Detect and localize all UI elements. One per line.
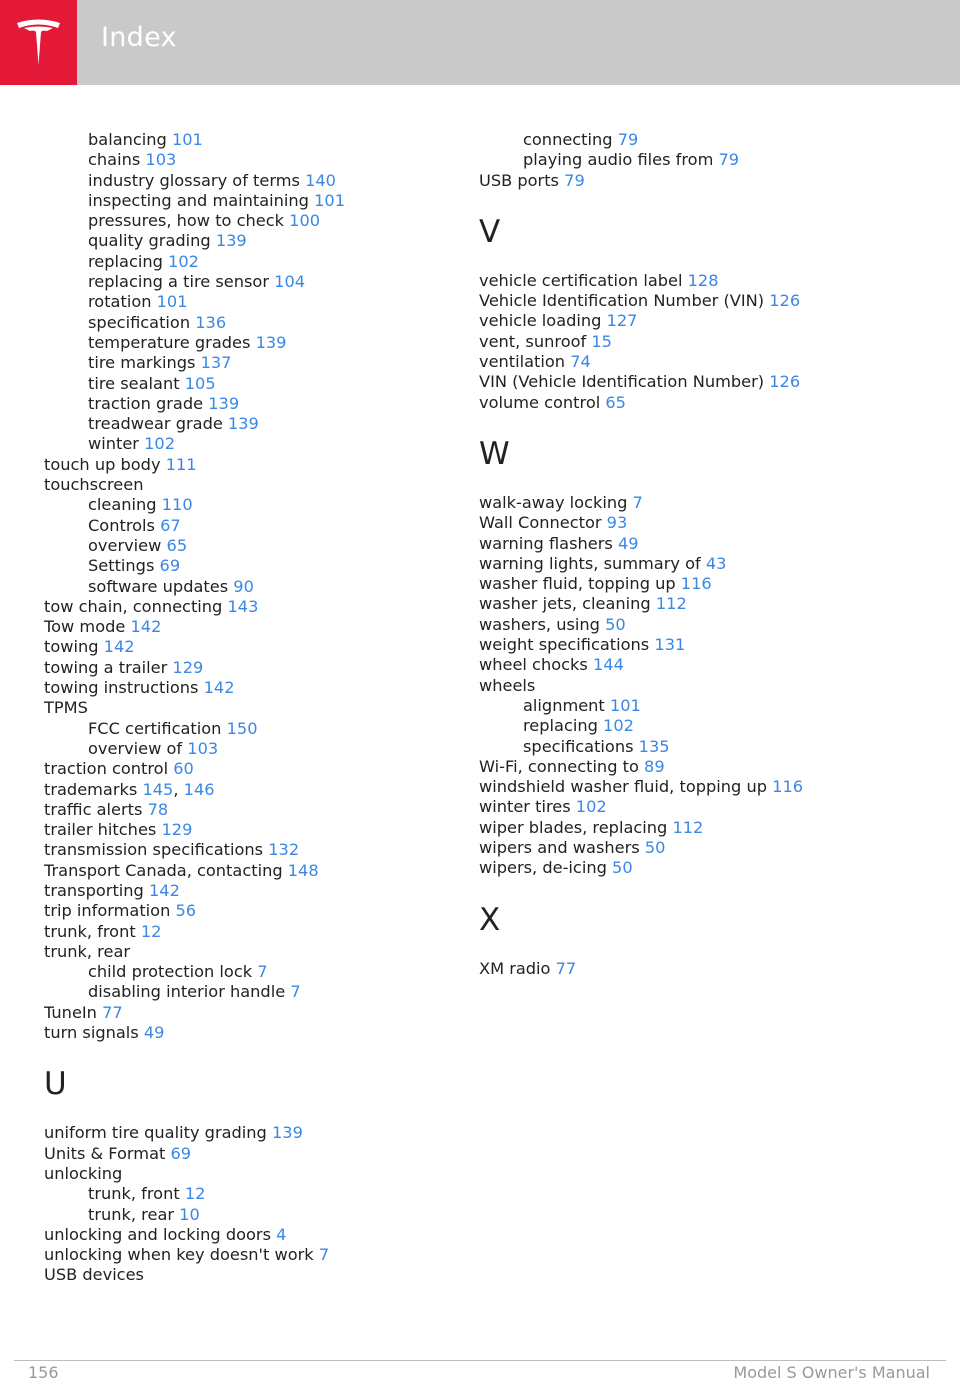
- index-subentry: [479, 696, 899, 716]
- page-link[interactable]: 129: [172, 657, 204, 677]
- index-term: weight specifications: [479, 635, 655, 655]
- page-link[interactable]: 50: [605, 614, 626, 634]
- index-term: treadwear grade: [88, 414, 228, 434]
- index-subentry: [44, 252, 464, 272]
- page-link[interactable]: 131: [654, 635, 686, 655]
- index-term: temperature grades: [88, 332, 256, 352]
- index-entry: [479, 271, 899, 291]
- index-term: uniform tire quality grading: [44, 1123, 272, 1143]
- index-entry: [479, 291, 899, 311]
- page-link[interactable]: 101: [609, 695, 641, 715]
- index-term: Units & Format: [44, 1143, 171, 1163]
- index-term: washer jets, cleaning: [479, 594, 656, 614]
- index-term: trunk, rear: [88, 1204, 180, 1224]
- index-term: alignment: [523, 695, 610, 715]
- index-term: towing instructions: [44, 678, 204, 698]
- index-term: warning lights, summary of: [479, 553, 706, 573]
- index-term: trademarks: [44, 779, 143, 799]
- index-term: vehicle certification label: [479, 270, 688, 290]
- index-term: Settings: [88, 556, 160, 576]
- index-entry: [44, 881, 464, 901]
- index-subentry: [44, 150, 464, 170]
- page-link[interactable]: 69: [170, 1143, 192, 1163]
- page-link[interactable]: 102: [575, 797, 607, 817]
- tesla-logo-icon: [14, 17, 63, 67]
- index-section-letter: V: [479, 213, 501, 250]
- index-term: Vehicle Identification Number (VIN): [479, 291, 770, 311]
- page-link[interactable]: 79: [564, 170, 585, 190]
- page-link[interactable]: 116: [680, 574, 712, 594]
- page-link[interactable]: 100: [289, 211, 321, 231]
- index-entry: [479, 574, 899, 594]
- index-term: traction grade: [88, 393, 209, 413]
- index-term: USB ports: [479, 170, 565, 190]
- index-subentry: [44, 231, 464, 251]
- page-link[interactable]: 4: [276, 1224, 287, 1244]
- index-term: unlocking and locking doors: [44, 1224, 277, 1244]
- page-link[interactable]: 150: [226, 718, 258, 738]
- index-entry: [479, 838, 899, 858]
- index-term: tire markings: [88, 353, 201, 373]
- index-subentry: [44, 292, 464, 312]
- index-entry: [44, 1023, 464, 1043]
- index-section-letter: W: [479, 435, 510, 472]
- index-term: replacing: [523, 716, 604, 736]
- page-link[interactable]: 67: [160, 515, 181, 535]
- page-link[interactable]: 103: [145, 150, 177, 170]
- index-term: chains: [88, 150, 146, 170]
- index-subentry: [44, 374, 464, 394]
- page-link[interactable]: 65: [166, 535, 188, 555]
- page-link[interactable]: 12: [140, 921, 162, 941]
- index-subentry: [44, 434, 464, 454]
- index-term: transporting: [44, 880, 149, 900]
- index-term: warning flashers: [479, 533, 618, 553]
- index-entry: [479, 513, 899, 533]
- index-subentry: [479, 130, 899, 150]
- index-entry: [44, 678, 464, 698]
- index-entry: [44, 617, 464, 637]
- index-term: Tow mode: [44, 617, 131, 637]
- page-link[interactable]: 139: [227, 414, 259, 434]
- index-term: wipers, de-icing: [479, 858, 613, 878]
- page-link[interactable]: 104: [274, 272, 306, 292]
- footer-manual-title: Model S Owner's Manual: [733, 1363, 930, 1382]
- index-entry: [479, 332, 899, 352]
- index-term: trunk, front: [44, 921, 141, 941]
- page-link[interactable]: 105: [184, 373, 216, 393]
- page-link[interactable]: 89: [644, 756, 665, 776]
- index-term: trip information: [44, 901, 176, 921]
- index-term: specifications: [523, 736, 639, 756]
- index-subentry: [44, 577, 464, 597]
- page-link[interactable]: 112: [672, 817, 704, 837]
- index-entry: [44, 637, 464, 657]
- index-term: quality grading: [88, 231, 216, 251]
- index-subentry: [44, 982, 464, 1002]
- index-subentry: [44, 556, 464, 576]
- index-entry: [479, 171, 899, 191]
- index-entry: [479, 594, 899, 614]
- page-link[interactable]: 103: [187, 738, 219, 758]
- page-link[interactable]: 78: [147, 799, 169, 819]
- index-term: unlocking: [44, 1163, 123, 1183]
- index-term: windshield washer fluid, topping up: [479, 777, 773, 797]
- index-entry: [44, 455, 464, 475]
- index-term: FCC certification: [88, 718, 227, 738]
- index-entry: [44, 942, 464, 962]
- page-link[interactable]: 65: [605, 392, 626, 412]
- page-link[interactable]: 10: [179, 1204, 200, 1224]
- index-entry: [479, 352, 899, 372]
- page-link[interactable]: 112: [655, 594, 687, 614]
- index-subentry: [44, 739, 464, 759]
- index-term: winter: [88, 434, 145, 454]
- index-term: USB devices: [44, 1265, 144, 1285]
- page-link[interactable]: 101: [171, 130, 203, 149]
- index-term: child protection lock: [88, 962, 258, 982]
- index-term: connecting: [523, 130, 618, 149]
- index-term: Wall Connector: [479, 513, 607, 533]
- index-subentry: [44, 353, 464, 373]
- page-link[interactable]: 142: [130, 617, 162, 637]
- page-link[interactable]: 128: [687, 270, 719, 290]
- index-entry: [44, 901, 464, 921]
- index-entry: [44, 780, 464, 800]
- index-term: traffic alerts: [44, 799, 148, 819]
- index-subentry: [44, 211, 464, 231]
- page-link[interactable]: 79: [617, 130, 639, 149]
- page-link[interactable]: 15: [591, 331, 612, 351]
- index-entry: [44, 759, 464, 779]
- index-term: washers, using: [479, 614, 606, 634]
- page-link[interactable]: 7: [318, 1245, 330, 1265]
- page-link[interactable]: 148: [287, 860, 319, 880]
- index-term: industry glossary of terms: [88, 170, 306, 190]
- page-link[interactable]: 132: [268, 840, 300, 860]
- index-section-letter: X: [479, 901, 501, 938]
- index-term: overview: [88, 535, 167, 555]
- index-entry: [479, 655, 899, 675]
- index-entry: [479, 676, 899, 696]
- index-entry: [479, 797, 899, 817]
- page-link[interactable]: 93: [606, 513, 628, 533]
- index-section-letter: U: [44, 1066, 67, 1103]
- index-term: winter tires: [479, 797, 576, 817]
- index-column-left: [44, 130, 464, 1286]
- page-link[interactable]: 60: [173, 759, 194, 779]
- index-term: unlocking when key doesn't work: [44, 1245, 319, 1265]
- index-entry: [44, 820, 464, 840]
- index-subentry: [479, 716, 899, 736]
- index-entry: [479, 777, 899, 797]
- index-entry: [44, 1265, 464, 1285]
- page-header: [0, 0, 960, 85]
- page-link[interactable]: 139: [215, 231, 247, 251]
- index-subentry: [44, 495, 464, 515]
- page-link[interactable]: 74: [570, 352, 591, 372]
- index-term: overview of: [88, 738, 188, 758]
- index-term: wiper blades, replacing: [479, 817, 673, 837]
- index-term: touchscreen: [44, 475, 144, 495]
- index-term: towing: [44, 637, 104, 657]
- index-term: traction control: [44, 759, 174, 779]
- index-entry: [44, 1144, 464, 1164]
- page-link[interactable]: 126: [769, 291, 801, 311]
- page-link[interactable]: 143: [227, 596, 259, 616]
- index-term: Transport Canada, contacting: [44, 860, 288, 880]
- index-entry: [479, 818, 899, 838]
- index-term: specification: [88, 312, 196, 332]
- index-term: wipers and washers: [479, 838, 645, 858]
- index-subentry: [44, 394, 464, 414]
- index-term: Controls: [88, 515, 161, 535]
- index-term: wheel chocks: [479, 655, 593, 675]
- index-entry: [479, 959, 899, 979]
- index-subentry: [44, 1184, 464, 1204]
- index-term: replacing: [88, 251, 169, 271]
- page-link[interactable]: 43: [705, 553, 727, 573]
- brand-logo-box: [0, 0, 77, 85]
- index-term: pressures, how to check: [88, 211, 290, 231]
- page-link[interactable]: 49: [143, 1023, 165, 1043]
- index-entry: [479, 757, 899, 777]
- index-term: washer fluid, topping up: [479, 574, 681, 594]
- index-entry: [44, 922, 464, 942]
- index-entry: [44, 698, 464, 718]
- index-subentry: [44, 536, 464, 556]
- index-entry: [479, 311, 899, 331]
- index-subentry: [44, 516, 464, 536]
- index-term: tow chain, connecting: [44, 596, 228, 616]
- index-entry: [44, 840, 464, 860]
- page-link[interactable]: 110: [161, 495, 193, 515]
- index-entry: [479, 372, 899, 392]
- index-term: cleaning: [88, 495, 162, 515]
- index-term: XM radio: [479, 958, 556, 978]
- page-link[interactable]: 116: [772, 777, 804, 797]
- index-term: volume control: [479, 392, 606, 412]
- page-link[interactable]: 77: [555, 958, 577, 978]
- index-term: vehicle loading: [479, 311, 607, 331]
- index-entry: [44, 597, 464, 617]
- page-link[interactable]: 139: [208, 393, 240, 413]
- page-link[interactable]: 7: [290, 982, 301, 1002]
- index-term: trunk, rear: [44, 941, 131, 961]
- index-subentry: [44, 130, 464, 150]
- page-title: Index: [101, 22, 177, 53]
- index-term: tire sealant: [88, 373, 185, 393]
- footer-page-number: 156: [28, 1363, 59, 1382]
- page-link[interactable]: 102: [144, 434, 176, 454]
- index-term: trunk, front: [88, 1184, 185, 1204]
- index-term: trailer hitches: [44, 820, 162, 840]
- page-link[interactable]: 90: [233, 576, 254, 596]
- index-subentry: [44, 1205, 464, 1225]
- index-subentry: [44, 191, 464, 211]
- index-entry: [44, 1225, 464, 1245]
- index-term: transmission specifications: [44, 840, 269, 860]
- index-subentry: [479, 150, 899, 170]
- index-entry: [479, 554, 899, 574]
- index-entry: [479, 615, 899, 635]
- page-link[interactable]: 101: [314, 190, 346, 210]
- index-term: TuneIn: [44, 1002, 103, 1022]
- index-entry: [44, 861, 464, 881]
- index-term: turn signals: [44, 1023, 144, 1043]
- index-term: wheels: [479, 675, 536, 695]
- index-entry: [44, 1003, 464, 1023]
- page-link[interactable]: 145: [142, 779, 174, 799]
- index-entry: [44, 800, 464, 820]
- index-subentry: [44, 171, 464, 191]
- page-link[interactable]: 50: [612, 858, 633, 878]
- index-term: software updates: [88, 576, 234, 596]
- page-link[interactable]: 144: [592, 655, 624, 675]
- index-subentry: [44, 333, 464, 353]
- page-link[interactable]: 50: [644, 838, 666, 858]
- page-link[interactable]: 7: [257, 962, 268, 982]
- page-link[interactable]: 101: [156, 292, 188, 312]
- page-link[interactable]: 140: [305, 170, 336, 190]
- index-entry: [479, 493, 899, 513]
- index-term: TPMS: [44, 698, 88, 718]
- index-subentry: [44, 313, 464, 333]
- index-term: rotation: [88, 292, 157, 312]
- page-link[interactable]: 142: [148, 880, 180, 900]
- index-entry: [479, 534, 899, 554]
- index-term: ventilation: [479, 352, 571, 372]
- page-link[interactable]: 142: [203, 678, 235, 698]
- page-link[interactable]: 69: [159, 556, 181, 576]
- index-term: towing a trailer: [44, 657, 173, 677]
- index-term: vent, sunroof: [479, 331, 592, 351]
- page-link[interactable]: 12: [184, 1184, 206, 1204]
- page-link[interactable]: 56: [175, 901, 197, 921]
- page-link[interactable]: 136: [195, 312, 227, 332]
- index-term: playing audio files from: [523, 150, 719, 170]
- index-term: balancing: [88, 130, 172, 149]
- index-entry: [44, 475, 464, 495]
- page-link[interactable]: 79: [718, 150, 740, 170]
- page-link[interactable]: 102: [603, 716, 634, 736]
- page-link[interactable]: 77: [102, 1002, 123, 1022]
- page-link[interactable]: 135: [638, 736, 670, 756]
- index-entry: [479, 635, 899, 655]
- page-link[interactable]: 139: [255, 332, 287, 352]
- page-separator: ,: [173, 779, 184, 799]
- index-term: disabling interior handle: [88, 982, 291, 1002]
- index-column-right: [479, 130, 899, 979]
- page-link[interactable]: 7: [632, 492, 643, 512]
- page-link[interactable]: 111: [165, 454, 197, 474]
- index-term: inspecting and maintaining: [88, 190, 315, 210]
- page-link[interactable]: 142: [103, 637, 135, 657]
- index-term: walk-away locking: [479, 492, 633, 512]
- index-subentry: [44, 272, 464, 292]
- page-link[interactable]: 49: [617, 533, 639, 553]
- index-term: VIN (Vehicle Identification Number): [479, 372, 770, 392]
- index-entry: [479, 858, 899, 878]
- index-term: Wi-Fi, connecting to: [479, 756, 645, 776]
- index-term: touch up body: [44, 454, 166, 474]
- index-subentry: [44, 719, 464, 739]
- page-link[interactable]: 126: [769, 372, 801, 392]
- index-subentry: [479, 737, 899, 757]
- index-term: replacing a tire sensor: [88, 272, 275, 292]
- page-link[interactable]: 146: [183, 779, 215, 799]
- page-link[interactable]: 137: [200, 353, 232, 373]
- index-entry: [479, 393, 899, 413]
- page-link[interactable]: 129: [161, 820, 193, 840]
- page-link[interactable]: 102: [168, 251, 199, 271]
- index-entry: [44, 1245, 464, 1265]
- index-entry: [44, 1123, 464, 1143]
- index-subentry: [44, 414, 464, 434]
- footer-divider: [14, 1360, 946, 1361]
- index-subentry: [44, 962, 464, 982]
- page-link[interactable]: 139: [271, 1123, 303, 1143]
- index-entry: [44, 658, 464, 678]
- index-entry: [44, 1164, 464, 1184]
- page-link[interactable]: 127: [606, 311, 638, 331]
